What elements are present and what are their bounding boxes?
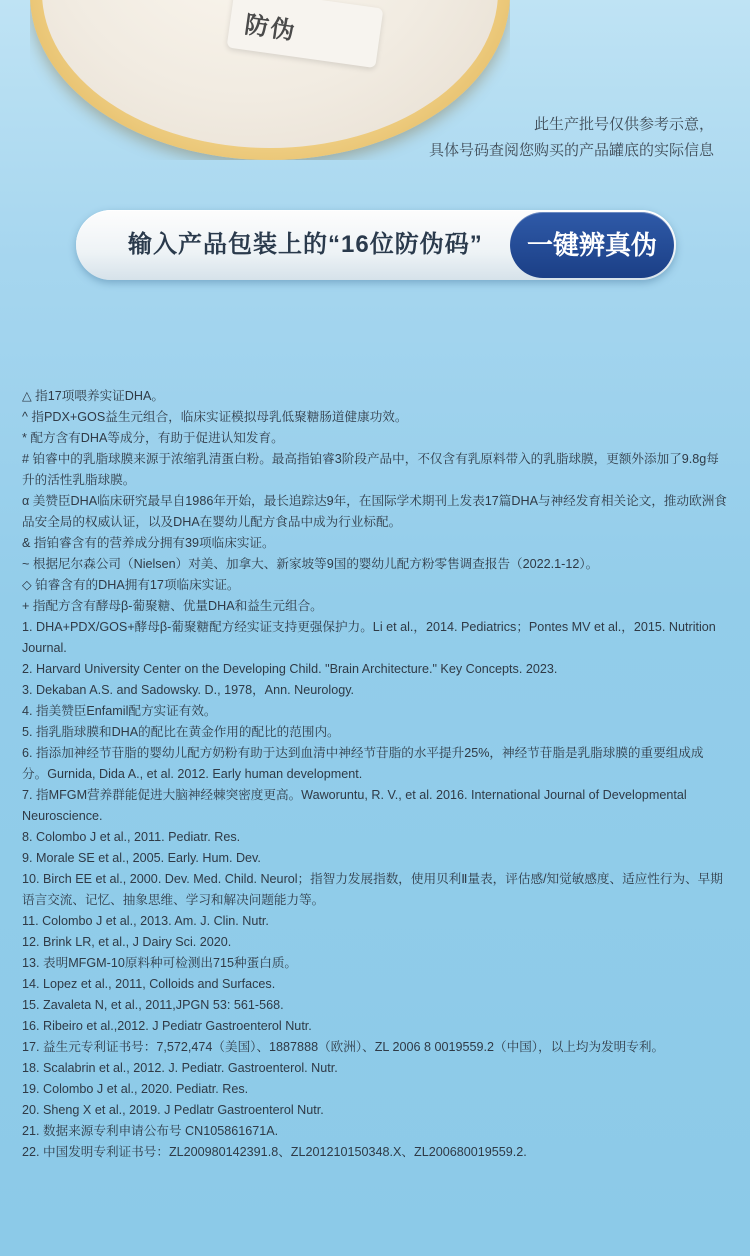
reference-item: & 指铂睿含有的营养成分拥有39项临床实证。: [22, 536, 275, 550]
reference-item: ~ 根据尼尔森公司（Nielsen）对美、加拿大、新家坡等9国的婴幼儿配方粉零售调查报告（2022.1-12）。: [22, 557, 599, 571]
reference-item: 22. 中国发明专利证书号：ZL200980142391.8、ZL201210150348.X、ZL200680019559.2.: [22, 1145, 527, 1159]
verify-code-prompt: 输入产品包装上的“16位防伪码”: [128, 231, 483, 258]
reference-item: 20. Sheng X et al., 2019. J Pedlatr Gastroenterol Nutr.: [22, 1103, 324, 1117]
reference-item: 18. Scalabrin et al., 2012. J. Pediatr. Gastroenterol. Nutr.: [22, 1061, 338, 1075]
reference-item: 7. 指MFGM营养群能促进大脑神经棘突密度更高。Waworuntu, R. V., et al. 2016. International Journal of Developmental Neuroscience.: [22, 788, 687, 823]
references-list: [22, 386, 728, 1163]
reference-item: 11. Colombo J et al., 2013. Am. J. Clin. Nutr.: [22, 914, 269, 928]
note-line-2: 具体号码查阅您购买的产品罐底的实际信息: [428, 142, 714, 159]
batch-number-note: [429, 112, 714, 164]
reference-item: 4. 指美赞臣Enfamil配方实证有效。: [22, 704, 217, 718]
reference-item: ^ 指PDX+GOS益生元组合，临床实证模拟母乳低聚糖肠道健康功效。: [22, 410, 408, 424]
reference-item: 14. Lopez et al., 2011, Colloids and Surfaces.: [22, 977, 276, 991]
reference-item: 12. Brink LR, et al., J Dairy Sci. 2020.: [22, 935, 232, 949]
reference-item: 5. 指乳脂球膜和DHA的配比在黄金作用的配比的范围内。: [22, 725, 340, 739]
reference-item: 16. Ribeiro et al.,2012. J Pediatr Gastroenterol Nutr.: [22, 1019, 312, 1033]
verify-code-bar[interactable]: [76, 210, 676, 280]
reference-item: ◇ 铂睿含有的DHA拥有17项临床实证。: [22, 578, 240, 592]
reference-item: 6. 指添加神经节苷脂的婴幼儿配方奶粉有助于达到血清中神经节苷脂的水平提升25%，神经节苷脂是乳脂球膜的重要组成成分。Gurnida, Dida A., et al. 2012. Early human development.: [22, 746, 704, 781]
reference-item: 9. Morale SE et al., 2005. Early. Hum. Dev.: [22, 851, 261, 865]
reference-item: 19. Colombo J et al., 2020. Pediatr. Res.: [22, 1082, 249, 1096]
reference-item: 21. 数据来源专利申请公布号 CN105861671A.: [22, 1124, 279, 1138]
reference-item: 3. Dekaban A.S. and Sadowsky. D., 1978，Ann. Neurology.: [22, 683, 355, 697]
reference-item: △ 指17项喂养实证DHA。: [22, 389, 164, 403]
reference-item: * 配方含有DHA等成分，有助于促进认知发育。: [22, 431, 284, 445]
reference-item: 17. 益生元专利证书号：7,572,474（美国）、1887888（欧洲）、ZL 2006 8 0019559.2（中国），以上均为发明专利。: [22, 1040, 665, 1054]
reference-item: α 美赞臣DHA临床研究最早自1986年开始，最长追踪达9年，在国际学术期刊上发表17篇DHA与神经发育相关论文，推动欧洲食品安全局的权威认证，以及DHA在婴幼儿配方食品中成为行业标配。: [22, 494, 727, 529]
seal-label: 防伪: [242, 11, 299, 46]
reference-item: + 指配方含有酵母β-葡聚糖、优量DHA和益生元组合。: [22, 599, 323, 613]
reference-item: 8. Colombo J et al., 2011. Pediatr. Res.: [22, 830, 241, 844]
reference-item: 2. Harvard University Center on the Developing Child. "Brain Architecture." Key Concepts. 2023.: [22, 662, 558, 676]
verify-authenticity-button[interactable]: 一键辨真伪: [510, 212, 674, 278]
reference-item: 1. DHA+PDX/GOS+酵母β-葡聚糖配方经实证支持更强保护力。Li et al.，2014. Pediatrics；Pontes MV et al.，2015. Nutrition Journal.: [22, 620, 716, 655]
note-line-1: 此生产批号仅供参考示意，: [533, 116, 714, 133]
reference-item: 13. 表明MFGM-10原料种可检测出715种蛋白质。: [22, 956, 298, 970]
reference-item: # 铂睿中的乳脂球膜来源于浓缩乳清蛋白粉。最高指铂睿3阶段产品中，不仅含有乳原料带入的乳脂球膜，更额外添加了9.8g每升的活性乳脂球膜。: [22, 452, 719, 487]
reference-item: 15. Zavaleta N, et al., 2011,JPGN 53: 561-568.: [22, 998, 284, 1012]
reference-item: 10. Birch EE et al., 2000. Dev. Med. Child. Neurol；指智力发展指数，使用贝利Ⅱ量表，评估感/知觉敏感度、适应性行为、早期语言交流、记忆、抽象思维、学习和解决问题能力等。: [22, 872, 723, 907]
